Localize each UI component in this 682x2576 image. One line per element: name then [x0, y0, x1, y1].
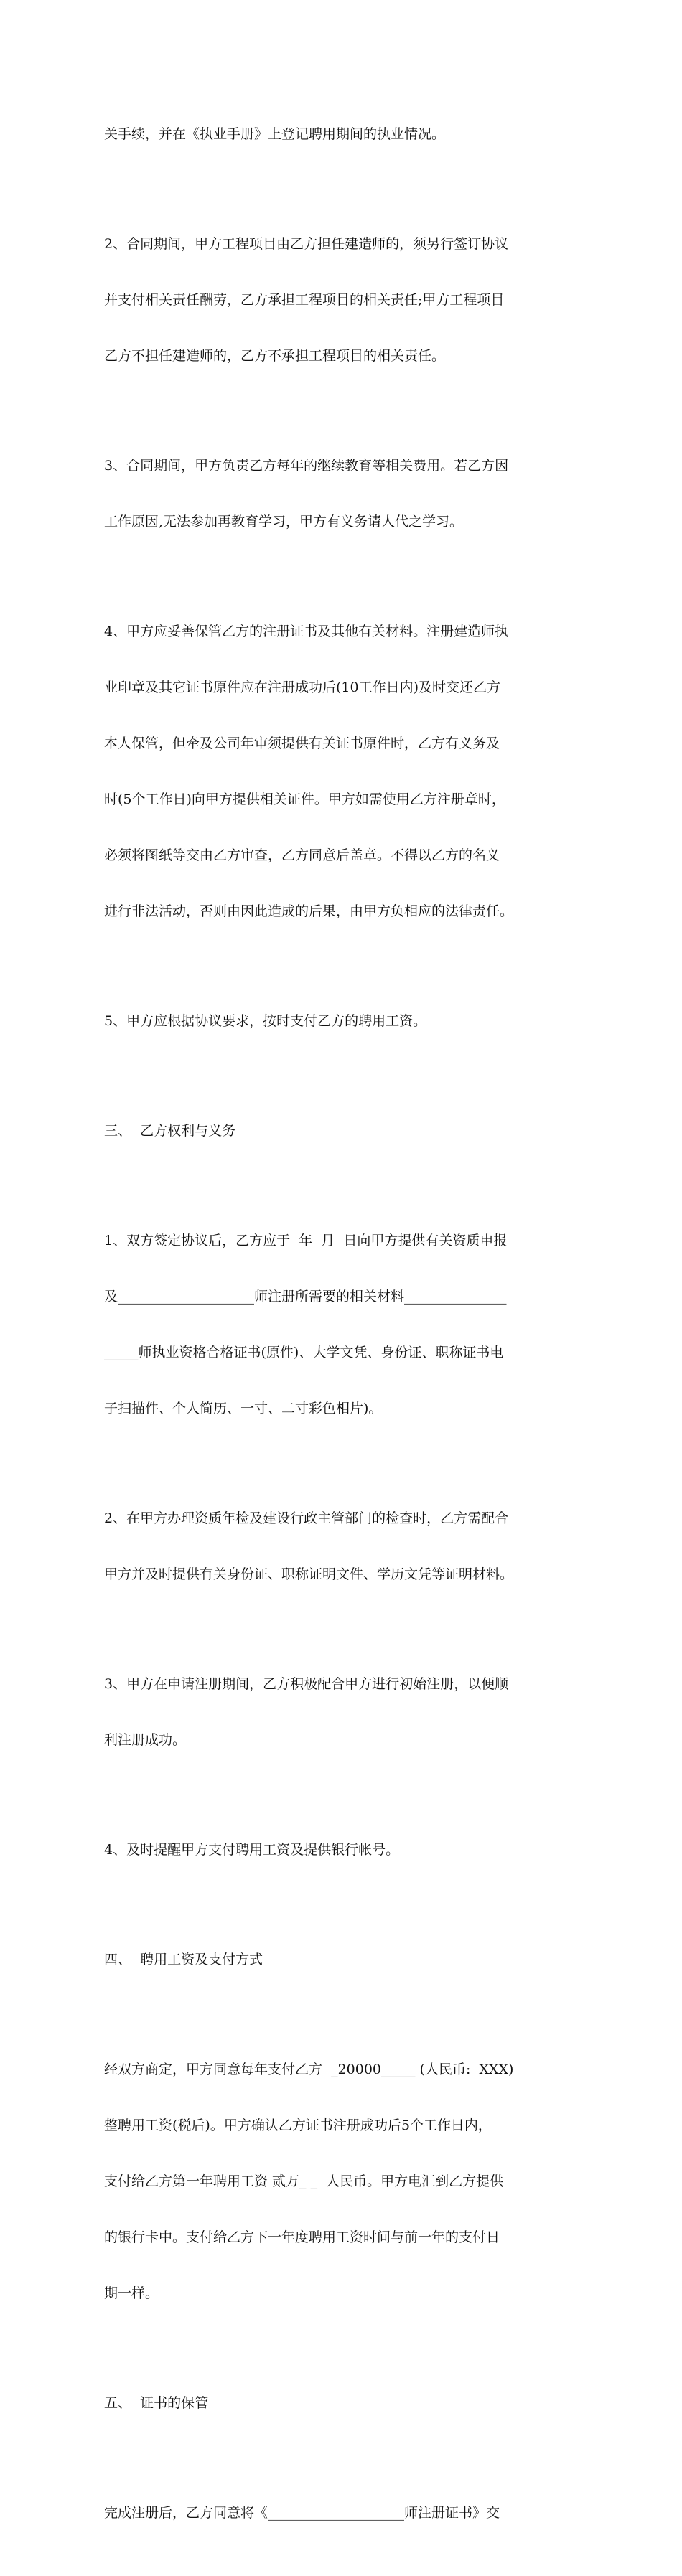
- text-line: 子扫描件、个人简历、一寸、二寸彩色相片)。: [104, 1401, 383, 1416]
- text-line: _____师执业资格合格证书(原件)、大学文凭、身份证、职称证书电: [104, 1345, 504, 1360]
- section-title: 五、 证书的保管: [104, 2395, 209, 2411]
- text-line: 本人保管，但牵及公司年审须提供有关证书原件时，乙方有义务及: [104, 735, 500, 751]
- text-line: 3、合同期间，甲方负责乙方每年的继续教育等相关费用。若乙方因: [104, 458, 509, 474]
- clause-4-certificate-custody: [104, 585, 585, 958]
- clause-b4-reminder: [104, 1803, 585, 1896]
- section-heading-5: [104, 2356, 585, 2450]
- text-line: 期一样。: [104, 2285, 159, 2301]
- paragraph-handover: [104, 88, 585, 181]
- text-line: 经双方商定，甲方同意每年支付乙方 _20000_____ (人民币: XXX): [104, 2062, 514, 2077]
- clause-b2-inspection: [104, 1472, 585, 1621]
- text-line: 并支付相关责任酬劳，乙方承担工程项目的相关责任;甲方工程项目: [104, 292, 505, 308]
- text-line: 2、在甲方办理资质年检及建设行政主管部门的检查时，乙方需配合: [104, 1510, 509, 1526]
- clause-2-project-duty: [104, 197, 585, 403]
- text-line: 乙方不担任建造师的，乙方不承担工程项目的相关责任。: [104, 348, 446, 364]
- text-line: 整聘用工资(税后)。甲方确认乙方证书注册成功后5个工作日内，: [104, 2117, 492, 2133]
- text-line: 完成注册后，乙方同意将《____________________师注册证书》交: [104, 2505, 500, 2521]
- text-line: 关手续，并在《执业手册》上登记聘用期间的执业情况。: [104, 126, 446, 142]
- clause-b3-registration: [104, 1637, 585, 1787]
- text-line: 5、甲方应根据协议要求，按时支付乙方的聘用工资。: [104, 1013, 427, 1029]
- text-line: 及____________________师注册所需要的相关材料_______________: [104, 1289, 507, 1305]
- section-title: 四、 聘用工资及支付方式: [104, 1952, 263, 1968]
- section-heading-3: [104, 1084, 585, 1177]
- text-line: 4、及时提醒甲方支付聘用工资及提供银行帐号。: [104, 1842, 400, 1858]
- certificate-custody-text: [104, 2466, 585, 2559]
- text-line: 进行非法活动，否则由因此造成的后果，由甲方负相应的法律责任。: [104, 903, 514, 919]
- text-line: 必须将图纸等交由乙方审查，乙方同意后盖章。不得以乙方的名义: [104, 847, 500, 863]
- text-line: 甲方并及时提供有关身份证、职称证明文件、学历文凭等证明材料。: [104, 1566, 514, 1582]
- clause-5-salary-payment: [104, 974, 585, 1068]
- clause-3-education: [104, 419, 585, 568]
- text-line: 利注册成功。: [104, 1732, 187, 1748]
- section-heading-4: [104, 1913, 585, 2006]
- text-line: 2、合同期间，甲方工程项目由乙方担任建造师的，须另行签订协议: [104, 236, 509, 252]
- text-line: 工作原因,无法参加再教育学习，甲方有义务请人代之学习。: [104, 514, 464, 530]
- text-line: 的银行卡中。支付给乙方下一年度聘用工资时间与前一年的支付日: [104, 2229, 500, 2245]
- text-line: 时(5个工作日)向甲方提供相关证件。甲方如需使用乙方注册章时，: [104, 791, 505, 807]
- clause-b1-materials: [104, 1194, 585, 1455]
- text-line: 4、甲方应妥善保管乙方的注册证书及其他有关材料。注册建造师执: [104, 624, 509, 639]
- text-line: 1、双方签定协议后，乙方应于 年 月 日向甲方提供有关资质申报: [104, 1233, 508, 1249]
- section-title: 三、 乙方权利与义务: [104, 1123, 236, 1139]
- text-line: 业印章及其它证书原件应在注册成功后(10工作日内)及时交还乙方: [104, 680, 501, 695]
- document-body: [104, 88, 585, 2576]
- salary-terms: [104, 2023, 585, 2340]
- text-line: 3、甲方在申请注册期间，乙方积极配合甲方进行初始注册，以便顺: [104, 1676, 509, 1692]
- text-line: 支付给乙方第一年聘用工资 贰万_ _ 人民币。甲方电汇到乙方提供: [104, 2173, 504, 2189]
